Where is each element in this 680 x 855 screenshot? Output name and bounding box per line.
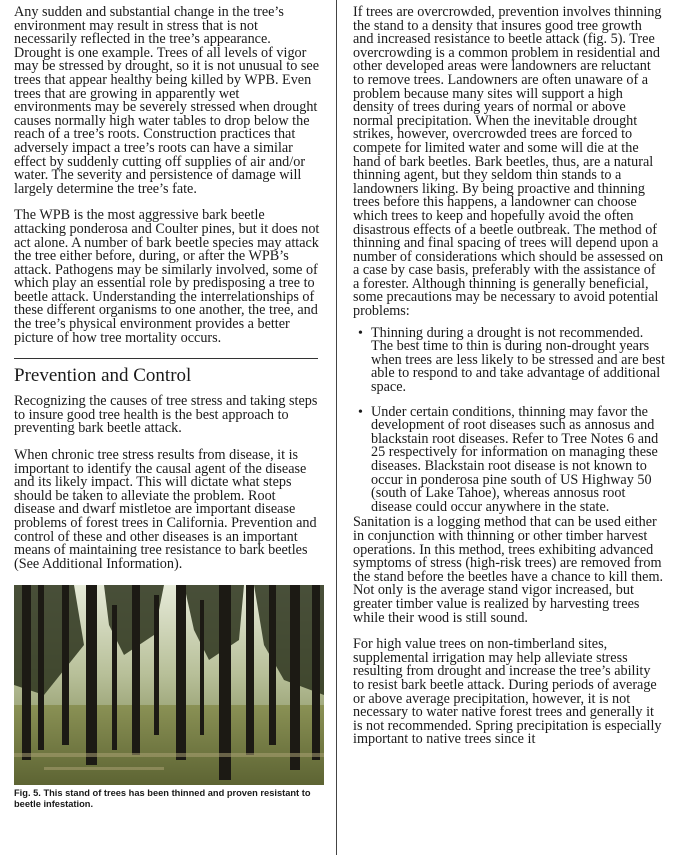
section-rule [14,358,318,359]
paragraph-recognizing: Recognizing the causes of tree stress and taking steps to insure good tree health is the best approach to preventing bark beetle attack. [14,393,318,437]
figure-caption: Fig. 5. This stand of trees has been thinned and proven resistant to beetle infestation. [14,788,311,810]
paragraph-chronic-stress: When chronic tree stress results from disease, it is important to identify the causal agent of the disease and its likely impact. This will dictate what steps should be taken to alleviate the problem. Root disease and dwarf mistletoe are important disease problems of forest trees in California. Prevention and control of these and other diseases is an important means of maintaining tree resistance to bark beetles (See Additional Information). [14,447,317,572]
paragraph-drought-stress: Any sudden and substantial change in the tree’s environment may result in stress that is not necessarily reflected in the tree’s appearance. Drought is one example. Trees of all levels of vigor may be stressed by drought, so it is not unusual to see trees that appear healthy being killed by WPB. Even trees that are growing in apparently wet environments may be severely stressed when drought causes normally high water tables to drop below the reach of a tree’s roots. Construction practices that adversely impact a tree’s roots can have a similar effect by suddenly cutting off supplies of air and/or water. The severity and persistence of damage will largely determine the tree’s fate. [14,4,319,197]
paragraph-overcrowded: If trees are overcrowded, prevention involves thinning the stand to a density that insures good tree growth and increased resistance to beetle attack (fig. 5). Tree overcrowding is a common problem in residential and other developed areas were landowners are reluctant to remove trees. Landowners are often unaware of a problem because many sites will support a high density of trees during years of normal or above normal precipitation. When the inevitable drought strikes, however, overcrowded trees are forced to compete for limited water and some will die at the hand of bark beetles. Bark beetles, thus, are a natural thinning agent, but they seldom thin stands to a landowners liking. By being proactive and thinning trees before this happens, a landowner can choose which trees to keep and hopefully avoid the often disastrous effects of a beetle outbreak. The method of thinning and final spacing of trees will depend upon a number of considerations which should be assessed on a case by case basis, preferably with the assistance of a forester. Although thinning is generally beneficial, some precautions may be necessary to avoid potential problems: [353,4,664,320]
left-column [14,6,320,810]
column-divider [336,0,337,855]
figure-5 [14,585,324,810]
forest-photo [14,585,324,785]
list-item: • Thinning during a drought is not recommended. The best time to thin is during non-drought years when trees are less likely to be stressed and are best able to respond to and take advantage of additional space. [371,327,665,395]
right-column [353,6,665,760]
paragraph-wpb-aggressive: The WPB is the most aggressive bark beetle attacking ponderosa and Coulter pines, but it does not act alone. A number of bark beetle species may attack the tree either before, during, or after the WPB’s attack. Pathogens may be similarly involved, some of which play an essential role by predisposing a tree to beetle attack. Understanding the interrelationships of these different organisms to one another, the tree, and the tree’s physical environment provides a better picture of how tree mortality occurs. [14,207,320,346]
list-item: • Under certain conditions, thinning may favor the development of root diseases such as annosus and blackstain root diseases. Refer to Tree Notes 6 and 25 respectively for information on managing these diseases. Blackstain root disease is not known to occur in ponderosa pine south of US Highway 50 (south of Lake Tahoe), whereas annosus root disease could occur anywhere in the state. [371,406,665,515]
forest-illustration [14,585,324,785]
precautions-list [353,324,665,515]
paragraph-sanitation: Sanitation is a logging method that can be used either in conjunction with thinning or other timber harvest operations. In this method, trees exhibiting advanced symptoms of stress (high-risk trees) are removed from the stand before the beetles have a chance to kill them. Not only is the average stand vigor increased, but greater timber value is realized by harvesting trees while their wood is still sound. [353,514,664,626]
paragraph-irrigation: For high value trees on non-timberland sites, supplemental irrigation may help alleviate stress resulting from drought and increase the tree’s ability to resist bark beetle attack. During periods of average or above average precipitation, however, it is not necessary to water native forest trees and generally it is not recommended. Spring precipitation is especially important to native trees since it [353,636,662,748]
section-heading: Prevention and Control [14,365,192,387]
